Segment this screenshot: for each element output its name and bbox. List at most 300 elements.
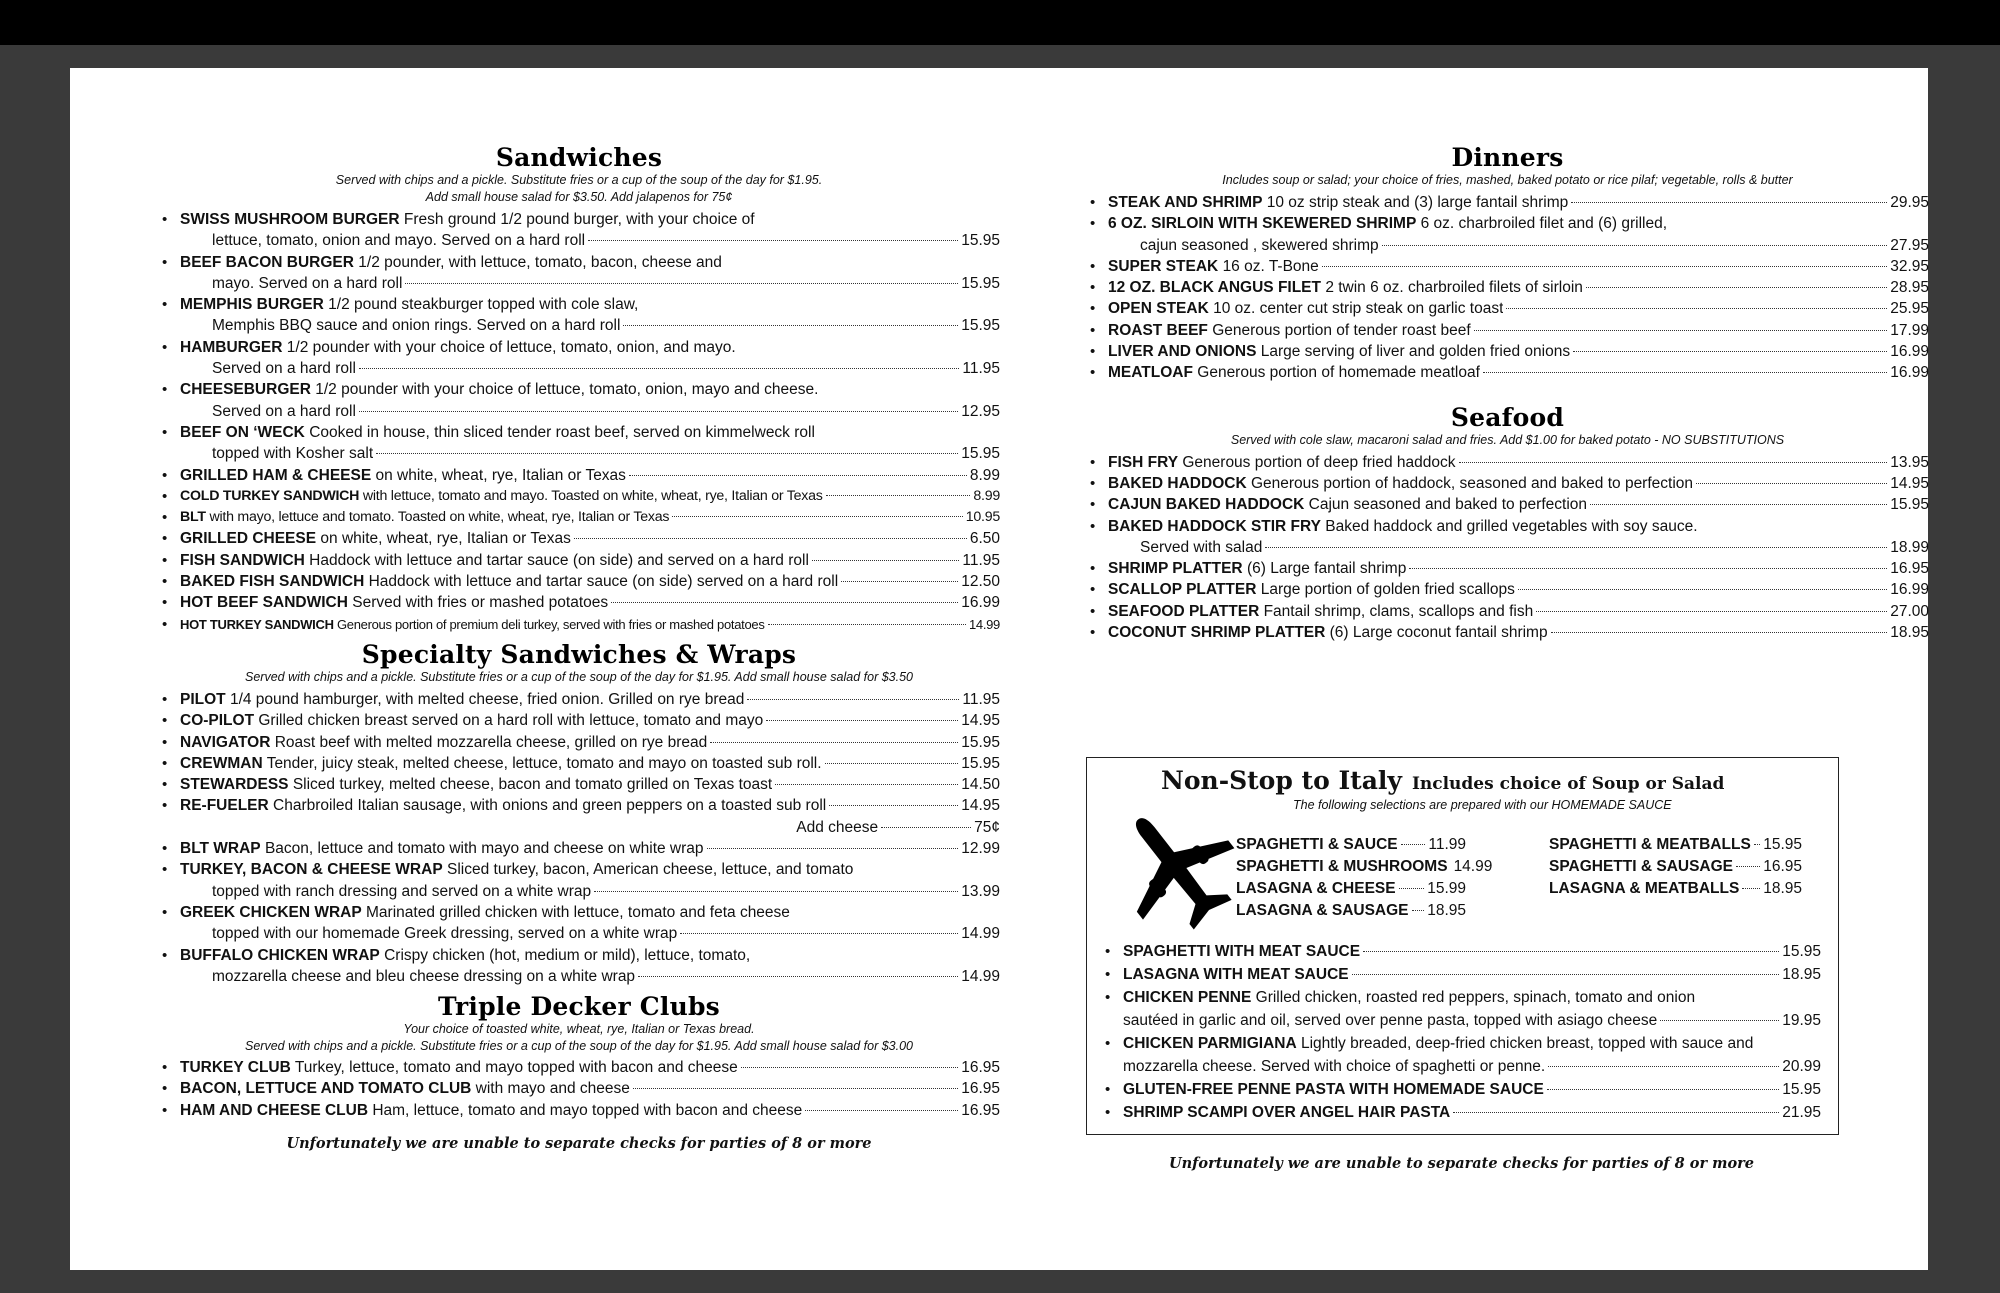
- item-name: COCONUT SHRIMP PLATTER: [1108, 624, 1326, 642]
- item-text: [1108, 516, 1698, 537]
- item-line-continued: [180, 315, 1000, 336]
- item-text: [1108, 622, 1548, 643]
- item-description: 10 oz strip steak and (3) large fantail shrimp: [1266, 194, 1569, 211]
- dot-leader: [825, 763, 959, 764]
- menu-item: [158, 902, 1000, 945]
- dot-leader: [1474, 330, 1887, 331]
- item-description: (6) Large fantail shrimp: [1246, 560, 1407, 578]
- item-price: 32.95: [1890, 257, 1929, 275]
- dot-leader: [359, 368, 959, 369]
- menu-item: [158, 592, 1000, 613]
- item-line: [1108, 341, 1929, 362]
- item-text: [180, 838, 704, 859]
- item-line: [1108, 473, 1929, 494]
- item-text: [1108, 341, 1570, 362]
- item-line: [1108, 494, 1929, 515]
- item-line: [180, 1078, 1000, 1099]
- item-price: 11.95: [962, 551, 1000, 569]
- item-text: [1108, 601, 1533, 622]
- dot-leader: [1547, 1089, 1779, 1090]
- item-description: Fresh ground 1/2 pound burger, with your choice of: [403, 211, 755, 228]
- dot-leader: [1352, 974, 1780, 975]
- item-text: [180, 592, 608, 613]
- item-name: SCALLOP PLATTER: [1108, 581, 1257, 599]
- menu-item: [158, 838, 1000, 859]
- item-name: COLD TURKEY SANDWICH: [180, 487, 360, 504]
- italy-item-price: 15.99: [1427, 880, 1466, 897]
- item-price: 14.95: [961, 797, 1000, 815]
- item-description: on white, wheat, rye, Italian or Texas: [375, 466, 626, 484]
- item-name: GREEK CHICKEN WRAP: [180, 903, 362, 921]
- item-name: MEMPHIS BURGER: [180, 296, 324, 314]
- item-text: [1108, 320, 1471, 341]
- menu-item: [1086, 320, 1929, 341]
- item-description-continued: topped with Kosher salt: [212, 445, 374, 463]
- item-line: [180, 689, 1000, 710]
- item-line: [1123, 963, 1821, 986]
- italy-grid-item: [1236, 878, 1466, 900]
- dot-leader: [1382, 245, 1888, 246]
- item-price: 19.95: [1782, 1012, 1821, 1029]
- item-price: 21.95: [1782, 1104, 1821, 1121]
- dot-leader: [1590, 504, 1887, 505]
- item-line: [180, 422, 1000, 443]
- dot-leader: [826, 495, 971, 496]
- sandwiches-title: Sandwiches: [495, 143, 663, 172]
- item-price: 16.95: [961, 1059, 1000, 1077]
- item-description: Turkey, lettuce, tomato and mayo topped with bacon and cheese: [294, 1059, 738, 1077]
- item-text: [180, 571, 838, 592]
- item-text: [180, 379, 818, 400]
- menu-item: [1086, 362, 1929, 383]
- dot-leader: [1586, 287, 1887, 288]
- item-description-continued: Served on a hard roll: [212, 402, 356, 420]
- item-description: Baked haddock and grilled vegetables with soy sauce.: [1325, 517, 1698, 535]
- add-cheese-line: [158, 817, 1000, 838]
- menu-item: [158, 945, 1000, 988]
- item-name: BEEF ON ‘WECK: [180, 423, 305, 441]
- item-description: with mayo, lettuce and tomato. Toasted on white, wheat, rye, Italian or Texas: [209, 509, 670, 526]
- item-text: [180, 507, 669, 528]
- dot-leader: [359, 411, 958, 412]
- item-name: BACON, LETTUCE AND TOMATO CLUB: [180, 1080, 472, 1098]
- italy-title: Non-Stop to Italy: [1161, 766, 1402, 795]
- italy-grid-item: [1236, 900, 1466, 922]
- item-name: BLT WRAP: [180, 840, 261, 858]
- italy-title-row: [1161, 766, 1724, 795]
- item-price: 14.99: [961, 925, 1000, 943]
- item-text: [180, 614, 765, 635]
- item-description: Large portion of golden fried scallops: [1260, 581, 1515, 599]
- right-column: [1086, 68, 1929, 1172]
- item-line-continued: [1123, 1009, 1821, 1032]
- italy-grid-item: [1236, 834, 1466, 856]
- item-description-continued: mayo. Served on a hard roll: [212, 274, 403, 292]
- item-description: 1/2 pounder, with lettuce, tomato, bacon, cheese and: [358, 253, 722, 271]
- menu-item: [1086, 298, 1929, 319]
- item-price: 8.99: [969, 466, 1000, 484]
- dot-leader: [1536, 611, 1887, 612]
- specialty-list: [158, 689, 1000, 987]
- item-name: LASAGNA WITH MEAT SAUCE: [1123, 966, 1349, 983]
- italy-item-name: SPAGHETTI & MUSHROOMS: [1236, 858, 1448, 875]
- menu-item: [1086, 622, 1929, 643]
- menu-item: [1086, 341, 1929, 362]
- menu-item: [1101, 1101, 1821, 1124]
- menu-item: [158, 1078, 1000, 1099]
- item-text: [180, 859, 853, 880]
- airplane-icon: [1117, 804, 1237, 934]
- italy-item-price: 18.95: [1427, 902, 1466, 919]
- dot-leader: [766, 720, 958, 721]
- item-name: RE-FUELER: [180, 797, 269, 815]
- item-price: 14.95: [961, 712, 1000, 730]
- item-text: [180, 902, 790, 923]
- menu-item: [158, 209, 1000, 252]
- dot-leader: [829, 805, 958, 806]
- left-column: [158, 68, 1000, 1152]
- item-price: 14.99: [968, 616, 1000, 632]
- dot-leader: [747, 699, 959, 700]
- item-price: 25.95: [1890, 300, 1929, 318]
- dot-leader: [405, 283, 958, 284]
- item-text: [180, 294, 638, 315]
- item-line: [180, 795, 1000, 816]
- item-price: 18.95: [1782, 966, 1821, 983]
- add-cheese-label: Add cheese: [796, 818, 879, 836]
- italy-grid-item: [1549, 856, 1802, 878]
- italy-grid-right: [1549, 834, 1802, 900]
- dot-leader: [707, 848, 959, 849]
- menu-item: [1101, 940, 1821, 963]
- dot-leader: [672, 516, 963, 517]
- dot-leader: [1660, 1020, 1779, 1021]
- menu-item: [158, 294, 1000, 337]
- item-price: 14.99: [961, 967, 1000, 985]
- sandwiches-list: [158, 209, 1000, 635]
- item-price: 27.95: [1890, 236, 1929, 254]
- item-description: Cajun seasoned and baked to perfection: [1308, 496, 1587, 514]
- item-text: [1123, 986, 1695, 1009]
- item-name: GRILLED HAM & CHEESE: [180, 466, 372, 484]
- item-line: [1108, 213, 1929, 234]
- item-price: 15.95: [961, 317, 1000, 335]
- item-name: CO-PILOT: [180, 712, 255, 730]
- item-name: STEAK AND SHRIMP: [1108, 194, 1263, 211]
- menu-item: [158, 732, 1000, 753]
- item-description: Haddock with lettuce and tartar sauce (on side) served on a hard roll: [368, 573, 839, 591]
- menu-item: [158, 465, 1000, 486]
- item-name: TURKEY, BACON & CHEESE WRAP: [180, 861, 443, 879]
- item-price: 15.95: [1890, 496, 1929, 514]
- item-text: [1108, 192, 1568, 213]
- item-price: 12.50: [961, 573, 1000, 591]
- item-text: [1108, 298, 1503, 319]
- item-name: PILOT: [180, 690, 226, 708]
- item-line-continued: [180, 401, 1000, 422]
- item-text: [1108, 579, 1515, 600]
- dot-leader: [1518, 589, 1887, 590]
- item-description: Grilled chicken, roasted red peppers, spinach, tomato and onion: [1255, 989, 1696, 1006]
- menu-item: [1086, 558, 1929, 579]
- item-text: [180, 689, 744, 710]
- italy-item-name: SPAGHETTI & SAUCE: [1236, 836, 1398, 853]
- item-name: TURKEY CLUB: [180, 1059, 291, 1077]
- item-price: 15.95: [961, 274, 1000, 292]
- triple-list: [158, 1057, 1000, 1121]
- italy-item-price: 11.99: [1428, 836, 1466, 853]
- item-description: Roast beef with melted mozzarella cheese, grilled on rye bread: [274, 733, 708, 751]
- item-line: [1108, 362, 1929, 383]
- item-price: 28.95: [1890, 279, 1929, 297]
- item-line: [1123, 986, 1821, 1009]
- triple-note-2: Served with chips and a pickle. Substitute fries or a cup of the soup of the day for $1.95. Add small house salad for $3.00: [245, 1039, 913, 1054]
- item-description: Haddock with lettuce and tartar sauce (on side) and served on a hard roll: [309, 551, 809, 569]
- item-price: 16.95: [961, 1080, 1000, 1098]
- item-description-continued: sautéed in garlic and oil, served over penne pasta, topped with asiago cheese: [1123, 1012, 1658, 1029]
- item-price: 13.99: [961, 882, 1000, 900]
- item-description-continued: Served with salad: [1140, 538, 1263, 556]
- item-description: 1/2 pounder with your choice of lettuce, tomato, onion, mayo and cheese.: [315, 381, 819, 399]
- item-line: [180, 1100, 1000, 1121]
- item-text: [180, 1057, 738, 1078]
- item-price: 17.99: [1890, 321, 1929, 339]
- item-price: 16.95: [961, 1101, 1000, 1119]
- italy-grid-left: [1236, 834, 1493, 922]
- italy-grid-item: [1549, 878, 1802, 900]
- item-line: [1123, 940, 1821, 963]
- item-text: [180, 209, 755, 230]
- item-description: 6 oz. charbroiled filet and (6) grilled,: [1420, 215, 1668, 233]
- item-name: GRILLED CHEESE: [180, 530, 317, 548]
- item-line: [1108, 452, 1929, 473]
- item-name: BAKED HADDOCK STIR FRY: [1108, 517, 1321, 535]
- italy-grid-item: [1549, 834, 1802, 856]
- italy-subtitle: Includes choice of Soup or Salad: [1411, 774, 1725, 794]
- item-name: SPAGHETTI WITH MEAT SAUCE: [1123, 943, 1361, 960]
- item-text: [1123, 1032, 1753, 1055]
- item-price: 8.99: [973, 487, 1000, 504]
- item-text: [1123, 1078, 1544, 1101]
- item-line-continued: [180, 358, 1000, 379]
- item-text: [1108, 256, 1319, 277]
- item-line-continued: [180, 443, 1000, 464]
- item-line: [1108, 558, 1929, 579]
- item-price: 12.95: [961, 402, 1000, 420]
- dot-leader: [775, 784, 958, 785]
- dinners-list: [1086, 192, 1929, 384]
- italy-item-name: LASAGNA & MEATBALLS: [1549, 880, 1740, 897]
- item-line: [180, 859, 1000, 880]
- item-description: 1/4 pound hamburger, with melted cheese, fried onion. Grilled on rye bread: [229, 690, 745, 708]
- italy-item-price: 18.95: [1763, 880, 1802, 897]
- italy-note: The following selections are prepared with our HOMEMADE SAUCE: [1293, 798, 1672, 812]
- menu-item: [158, 337, 1000, 380]
- dot-leader: [376, 453, 958, 454]
- item-line: [180, 486, 1000, 507]
- item-description: Lightly breaded, deep-fried chicken breast, topped with sauce and: [1300, 1035, 1754, 1052]
- item-description: Fantail shrimp, clams, scallops and fish: [1263, 602, 1534, 620]
- item-price: 18.95: [1890, 624, 1929, 642]
- item-name: STEWARDESS: [180, 776, 289, 794]
- dot-leader: [1548, 1066, 1779, 1067]
- item-description: Served with fries or mashed potatoes: [352, 594, 609, 612]
- item-name: GLUTEN-FREE PENNE PASTA WITH HOMEMADE SAUCE: [1123, 1081, 1544, 1098]
- dot-leader: [588, 240, 958, 241]
- item-line: [180, 571, 1000, 592]
- menu-item: [1086, 516, 1929, 559]
- item-price: 27.00: [1890, 602, 1929, 620]
- item-text: [180, 710, 763, 731]
- item-text: [180, 753, 822, 774]
- item-name: HOT BEEF SANDWICH: [180, 594, 348, 612]
- dot-leader: [1483, 372, 1887, 373]
- dot-leader: [594, 891, 958, 892]
- item-name: ROAST BEEF: [1108, 321, 1208, 339]
- item-description-continued: cajun seasoned , skewered shrimp: [1140, 236, 1379, 254]
- menu-item: [158, 689, 1000, 710]
- item-description: Sliced turkey, bacon, American cheese, lettuce, and tomato: [446, 861, 854, 879]
- item-price: 14.95: [1890, 474, 1929, 492]
- item-text: [180, 945, 750, 966]
- menu-item: [1101, 963, 1821, 986]
- menu-item: [158, 753, 1000, 774]
- item-price: 15.95: [961, 232, 1000, 250]
- item-price: 12.99: [961, 840, 1000, 858]
- menu-item: [1086, 277, 1929, 298]
- menu-item: [158, 1100, 1000, 1121]
- item-name: 12 OZ. BLACK ANGUS FILET: [1108, 279, 1321, 297]
- dot-leader: [881, 827, 971, 828]
- item-name: CHEESEBURGER: [180, 381, 311, 399]
- item-description: Bacon, lettuce and tomato with mayo and cheese on white wrap: [264, 840, 704, 858]
- dot-leader: [741, 1067, 958, 1068]
- dot-leader: [1363, 951, 1779, 952]
- item-line: [1108, 579, 1929, 600]
- item-description: Generous portion of tender roast beef: [1212, 321, 1471, 339]
- item-name: CHICKEN PARMIGIANA: [1123, 1035, 1297, 1052]
- item-description: Generous portion of homemade meatloaf: [1197, 364, 1480, 382]
- item-price: 16.99: [1890, 343, 1929, 361]
- item-text: [1108, 362, 1480, 383]
- menu-item: [158, 550, 1000, 571]
- item-line: [1108, 516, 1929, 537]
- sandwiches-note-1: Served with chips and a pickle. Substitute fries or a cup of the soup of the day for $1.95.: [335, 173, 823, 187]
- italy-item-price: 16.95: [1763, 858, 1802, 875]
- item-price: 16.99: [1890, 364, 1929, 382]
- menu-item: [158, 486, 1000, 507]
- item-line: [180, 550, 1000, 571]
- item-line: [1108, 320, 1929, 341]
- item-text: [1108, 558, 1406, 579]
- item-name: HAM AND CHEESE CLUB: [180, 1101, 369, 1119]
- item-price: 15.95: [961, 445, 1000, 463]
- item-price: 11.95: [962, 690, 1000, 708]
- item-description-continued: Memphis BBQ sauce and onion rings. Served on a hard roll: [212, 317, 621, 335]
- italy-item-price: 15.95: [1763, 836, 1802, 853]
- dot-leader: [1754, 844, 1760, 845]
- menu-item: [1086, 452, 1929, 473]
- dot-leader: [1453, 1112, 1779, 1113]
- item-description: (6) Large coconut fantail shrimp: [1329, 624, 1548, 642]
- item-line: [1108, 601, 1929, 622]
- menu-item: [158, 379, 1000, 422]
- item-price: 16.95: [1890, 560, 1929, 578]
- item-name: FISH FRY: [1108, 453, 1179, 471]
- dinners-note: Includes soup or salad; your choice of fries, mashed, baked potato or rice pilaf; vegetable, rolls & butter: [1222, 173, 1793, 187]
- item-text: [180, 732, 707, 753]
- item-text: [180, 252, 722, 273]
- menu-item: [158, 507, 1000, 528]
- item-line: [1108, 622, 1929, 643]
- item-name: SWISS MUSHROOM BURGER: [180, 211, 400, 228]
- italy-item-name: SPAGHETTI & MEATBALLS: [1549, 836, 1751, 853]
- specialty-note: Served with chips and a pickle. Substitute fries or a cup of the soup of the day for $1.95. Add small house salad for $3.50: [245, 669, 913, 684]
- item-description: Crispy chicken (hot, medium or mild), lettuce, tomato,: [384, 946, 751, 964]
- item-description: Generous portion of haddock, seasoned and baked to perfection: [1250, 474, 1694, 492]
- item-text: [1108, 494, 1587, 515]
- item-text: [1108, 277, 1583, 298]
- menu-item: [1086, 213, 1929, 256]
- item-line: [180, 945, 1000, 966]
- add-cheese-price: 75¢: [974, 818, 1000, 836]
- dot-leader: [1265, 547, 1887, 548]
- item-line: [1123, 1101, 1821, 1124]
- item-line-continued: [1123, 1055, 1821, 1078]
- dot-leader: [623, 325, 958, 326]
- menu-item: [158, 1057, 1000, 1078]
- dot-leader: [1506, 308, 1887, 309]
- menu-item: [1086, 256, 1929, 277]
- menu-item: [1086, 601, 1929, 622]
- item-name: BUFFALO CHICKEN WRAP: [180, 946, 380, 964]
- italy-box: [1086, 757, 1839, 1135]
- item-line: [180, 710, 1000, 731]
- dot-leader: [574, 538, 967, 539]
- item-description: Tender, juicy steak, melted cheese, lettuce, tomato and mayo on toasted sub roll.: [266, 754, 822, 772]
- item-line: [1108, 298, 1929, 319]
- item-price: 11.95: [962, 360, 1000, 378]
- dot-leader: [680, 933, 958, 934]
- item-line: [1123, 1078, 1821, 1101]
- item-name: SEAFOOD PLATTER: [1108, 602, 1260, 620]
- dinners-title: Dinners: [1451, 143, 1564, 172]
- item-line: [180, 1057, 1000, 1078]
- item-line: [1108, 256, 1929, 277]
- item-description: on white, wheat, rye, Italian or Texas: [320, 530, 571, 548]
- item-description: Charbroiled Italian sausage, with onions and green peppers on a toasted sub roll: [273, 797, 827, 815]
- dot-leader: [841, 581, 958, 582]
- triple-title: Triple Decker Clubs: [438, 992, 720, 1022]
- seafood-title: Seafood: [1450, 402, 1565, 432]
- dot-leader: [1459, 462, 1888, 463]
- dot-leader: [805, 1110, 958, 1111]
- seafood-list: [1086, 452, 1929, 644]
- italy-list: [1101, 940, 1821, 1124]
- dot-leader: [812, 560, 959, 561]
- menu-item: [158, 614, 1000, 635]
- item-text: [180, 774, 772, 795]
- menu-item: [1086, 494, 1929, 515]
- item-name: SHRIMP SCAMPI OVER ANGEL HAIR PASTA: [1123, 1104, 1451, 1121]
- item-name: FISH SANDWICH: [180, 551, 305, 569]
- item-text: [180, 486, 823, 507]
- item-price: 6.50: [969, 530, 1000, 548]
- item-description-continued: mozzarella cheese and bleu cheese dressing on a white wrap: [212, 967, 636, 985]
- item-line: [180, 528, 1000, 549]
- item-description: 1/2 pounder with your choice of lettuce, tomato, onion, and mayo.: [286, 338, 736, 356]
- item-price: 15.95: [961, 754, 1000, 772]
